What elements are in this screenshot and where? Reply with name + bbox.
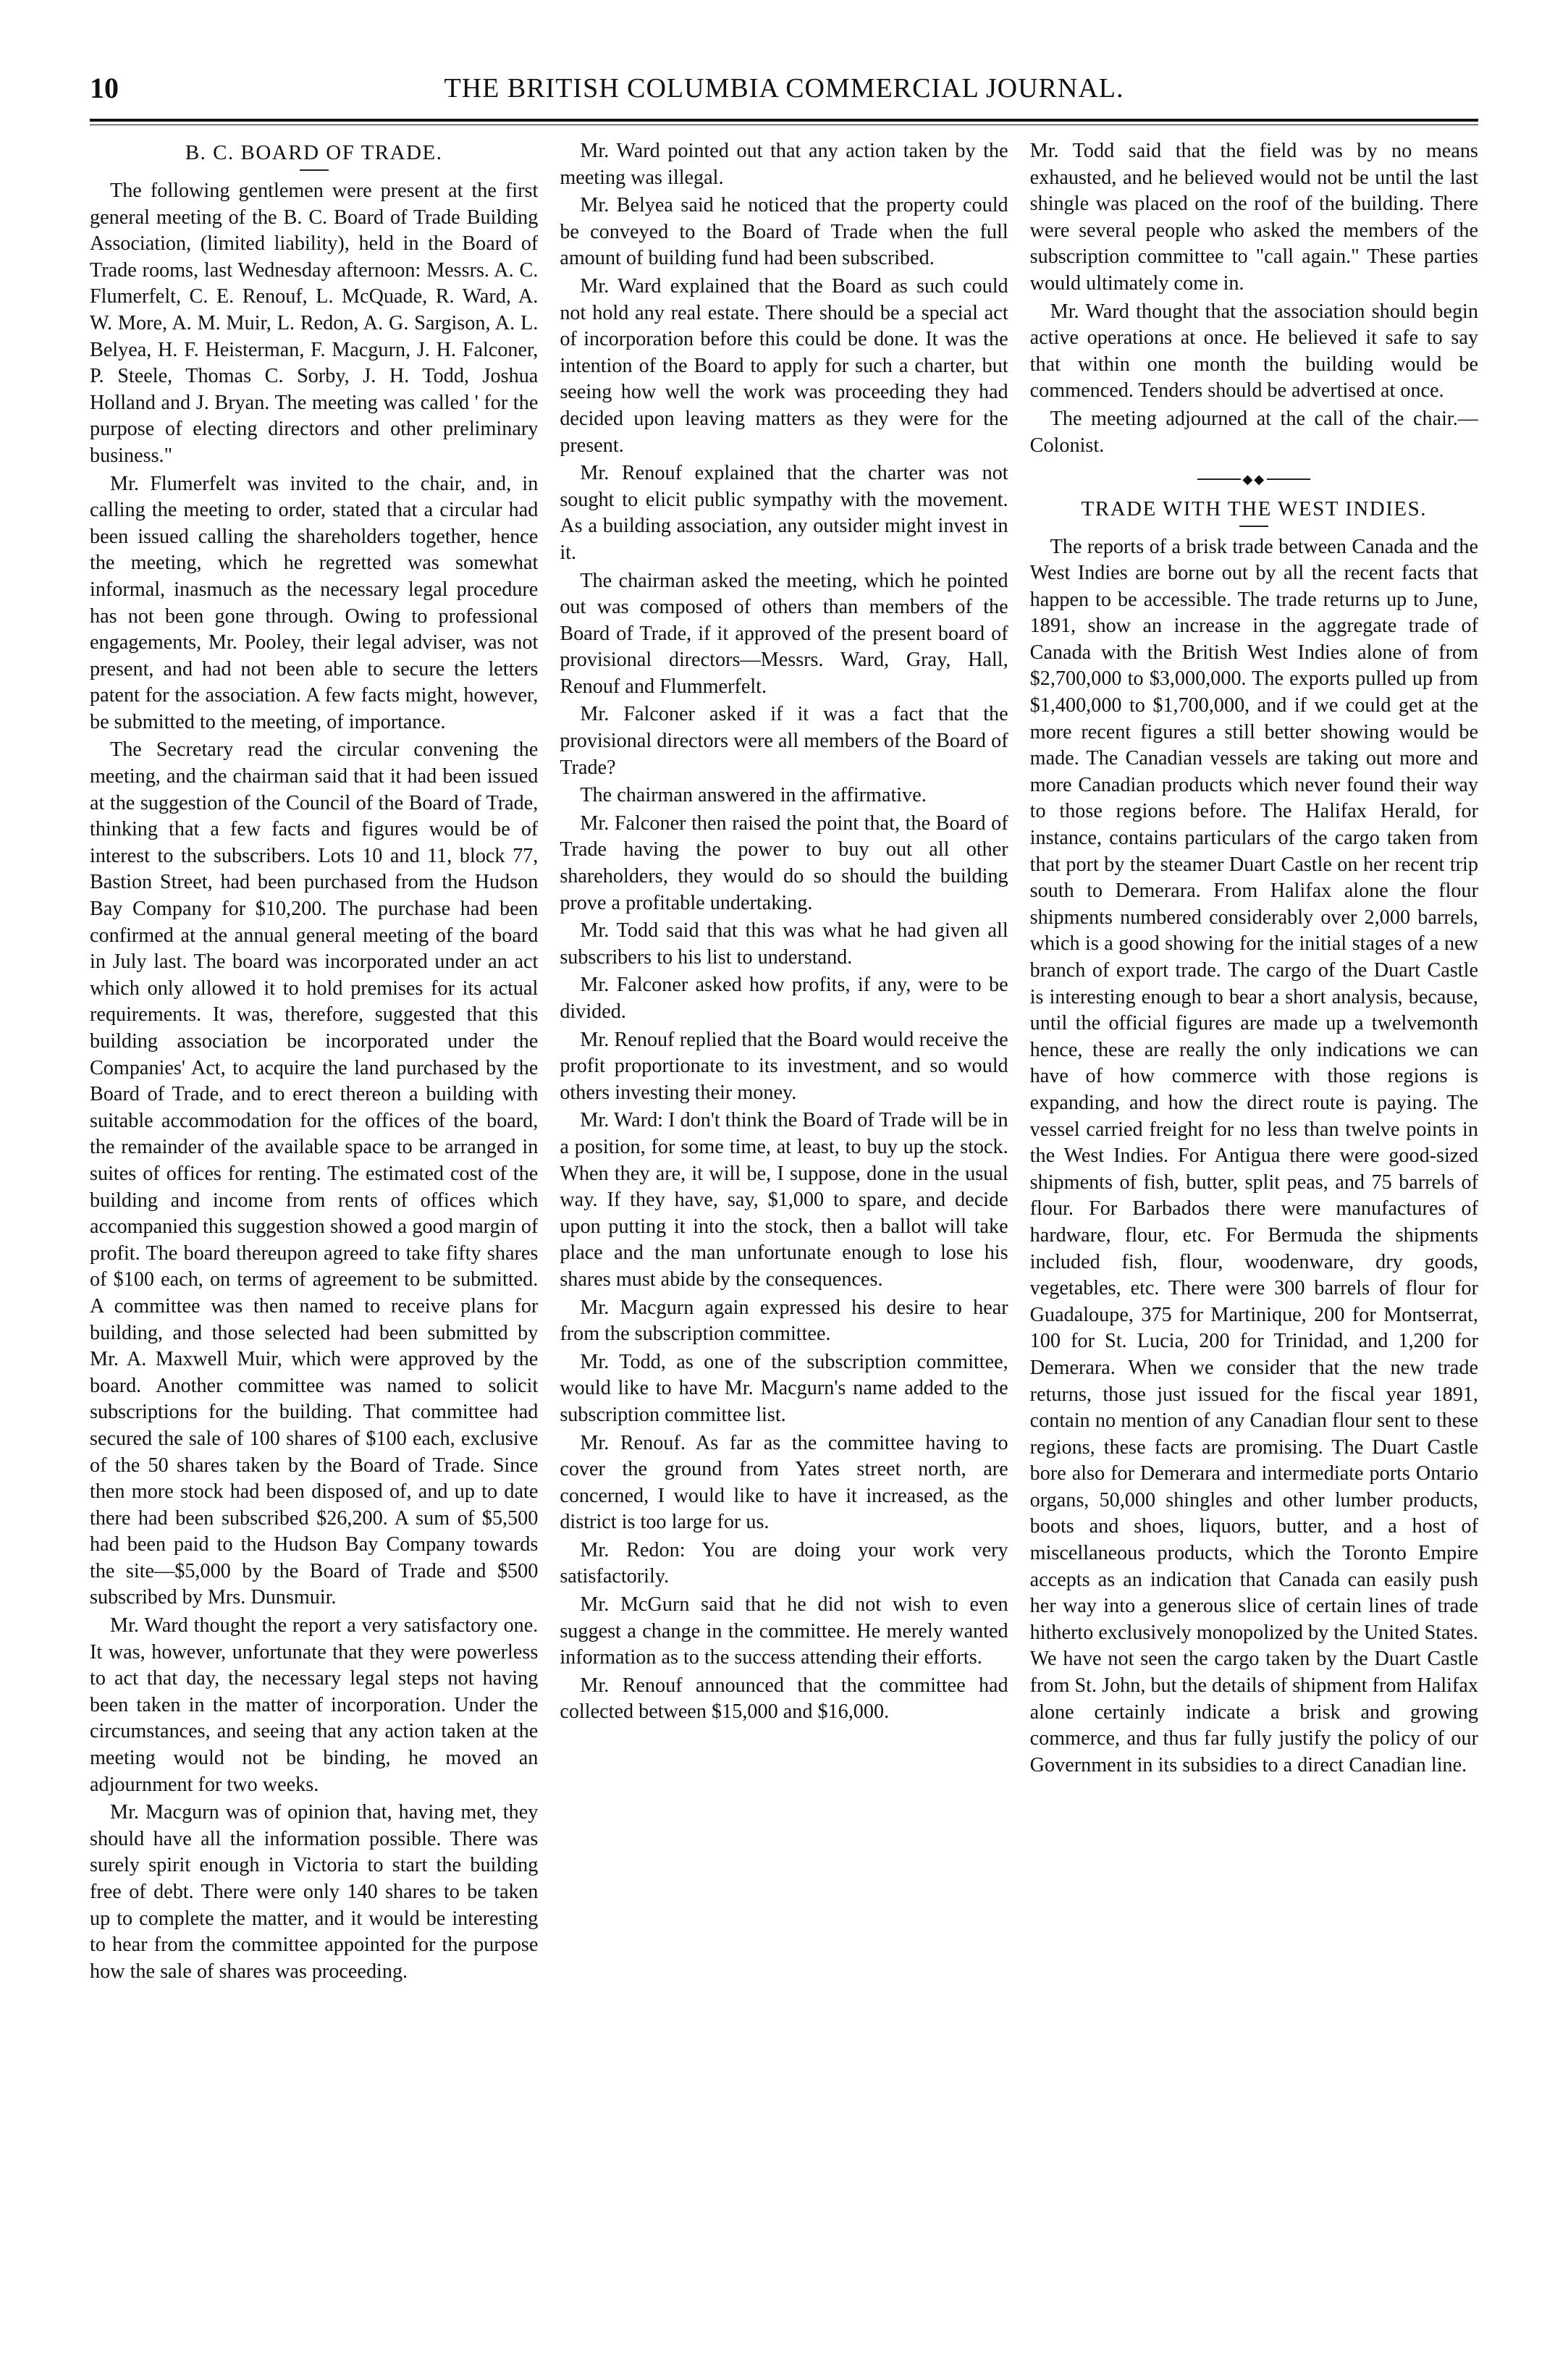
paragraph: Mr. Ward: I don't think the Board of Trade will be in a position, for some time, at least, to buy up the stock. When they are, it will be, I suppose, done in the usual way. If they have, say, $1,000 to spare, and decide upon putting it into the stock, then a ballot will take place and the man unfortunate enough to lose his shares must abide by the consequences. — [560, 1109, 1008, 1291]
article-heading-board-of-trade: B. C. BOARD OF TRADE. — [185, 141, 443, 164]
article-separator: ◆◆ — [1030, 471, 1478, 486]
page-header — [90, 69, 1478, 114]
paragraph: Mr. Renouf replied that the Board would receive the profit proportionate to its investment, and so would others investing their money. — [560, 1028, 1008, 1104]
heading-dash — [1239, 526, 1268, 527]
column-3-content — [1030, 138, 1478, 1779]
heading-dash — [300, 169, 329, 171]
paragraph: Mr. Todd said that the field was by no means exhausted, and he believed would not be until the last shingle was placed on the roof of the building. There were several people who asked the members of the subscription committee to "call again." These parties would ultimately come in. — [1029, 140, 1478, 295]
paragraph: Mr. Macgurn again expressed his desire to hear from the subscription committee. — [560, 1296, 1008, 1346]
column-2 — [560, 138, 1008, 2317]
paragraph: Mr. Renouf announced that the committee had collected between $15,000 and $16,000. — [560, 1674, 1008, 1724]
paragraph: Mr. McGurn said that he did not wish to even suggest a change in the committee. He merely wanted information as to the success attending their efforts. — [560, 1593, 1008, 1669]
paragraph: Mr. Todd, as one of the subscription committee, would like to have Mr. Macgurn's name added to the subscription committee list. — [560, 1350, 1008, 1426]
paragraph: Mr. Redon: You are doing your work very satisfactorily. — [560, 1538, 1008, 1588]
text-columns — [90, 138, 1478, 2317]
paragraph: The chairman answered in the affirmative. — [580, 784, 927, 807]
paragraph: Mr. Renouf explained that the charter was not sought to elicit public sympathy with the movement. As a building association, any outsider might invest in it. — [560, 462, 1008, 564]
paragraph: Mr. Falconer asked how profits, if any, were to be divided. — [560, 974, 1008, 1023]
paragraph: Mr. Ward pointed out that any action taken by the meeting was illegal. — [560, 140, 1008, 189]
paragraph: Mr. Macgurn was of opinion that, having met, they should have all the information possible. There was surely spirit enough in Victoria to start the building free of debt. There were only 140 shares to be taken up to complete the matter, and it would be interesting to hear from the committee appointed for the purpose how the sale of shares was proceeding. — [90, 1801, 539, 1983]
paragraph: The Secretary read the circular convening the meeting, and the chairman said that it had been issued at the suggestion of the Council of the Board of Trade, thinking that a few facts and figures would be of interest to the subscribers. Lots 10 and 11, block 77, Bastion Street, had been purchased from the Hudson Bay Company for $10,200. The purchase had been confirmed at the annual general meeting of the board in July last. The board was incorporated under an act which only allowed it to hold premises for its actual requirements. It was, therefore, suggested that this building association be incorporated under the Companies' Act, to acquire the land purchased by the Board of Trade, and to erect thereon a building with suitable accommodation for the offices of the board, the remainder of the available space to be arranged in suites of offices for renting. The estimated cost of the building and income from rents of offices which accompanied this suggestion showed a good margin of profit. The board thereupon agreed to take fifty shares of $100 each, on terms of agreement to be submitted. A committee was then named to receive plans for building, and those selected had been submitted by Mr. A. Maxwell Muir, which were approved by the board. Another committee was named to solicit subscriptions for the building. That committee had secured the sale of 100 shares of $100 each, exclusive of the 50 shares taken by the Board of Trade. Since then more stock had been disposed of, and up to date there had been subscribed $26,200. A sum of $5,500 had been paid to the Hudson Bay Company towards the site—$5,000 by the Board of Trade and $500 subscribed by Mrs. Dunsmuir. — [90, 738, 539, 1609]
paragraph: Mr. Todd said that this was what he had given all subscribers to his list to understand. — [560, 919, 1008, 969]
column-3 — [1030, 138, 1478, 2317]
column-1 — [90, 138, 538, 2317]
column-2-content — [560, 138, 1008, 1726]
paragraph: Mr. Renouf. As far as the committee having to cover the ground from Yates street north, are concerned, I would like to have it increased, as the district is too large for us. — [560, 1431, 1008, 1534]
paragraph: Mr. Ward thought that the association should begin active operations at once. He believed it safe to say that within one month the building would be commenced. Tenders should be advertised at once. — [1029, 300, 1478, 402]
paragraph: Mr. Falconer asked if it was a fact that the provisional directors were all members of the Board of Trade? — [560, 703, 1008, 779]
paragraph: Mr. Ward thought the report a very satisfactory one. It was, however, unfortunate that they were powerless to act that day, the necessary legal steps not having been taken in the matter of incorporation. Under the circumstances, and seeing that any action taken at the meeting would not be binding, he moved an adjournment for two weeks. — [90, 1614, 539, 1796]
header-rule-thick — [90, 119, 1478, 122]
journal-title: THE BRITISH COLUMBIA COMMERCIAL JOURNAL. — [444, 73, 1124, 104]
paragraph: Mr. Falconer then raised the point that, the Board of Trade having the power to buy out all other shareholders, they would do so should the building prove a profitable undertaking. — [560, 811, 1008, 914]
paragraph: Mr. Ward explained that the Board as such could not hold any real estate. There should be a special act of incorporation before this could be done. It was the intention of the Board to apply for such a charter, but seeing how well the work was proceeding they had decided upon leaving matters as they were for the present. — [560, 274, 1008, 457]
column-1-content — [90, 141, 538, 1985]
article-heading-west-indies: TRADE WITH THE WEST INDIES. — [1081, 497, 1427, 520]
paragraph: The following gentlemen were present at the first general meeting of the B. C. Board of Trade Building Association, (limited liability), held in the Board of Trade rooms, last Wednesday afternoon: Messrs. A. C. Flumerfelt, C. E. Renouf, L. McQuade, R. Ward, A. W. More, A. M. Muir, L. Redon, A. G. Sargison, A. L. Belyea, H. F. Heisterman, F. Macgurn, J. H. Falconer, P. Steele, Thomas C. Sorby, J. H. Todd, Joshua Holland and J. Bryan. The meeting was called ' for the purpose of electing directors and other preliminary business." — [90, 180, 539, 467]
paragraph: Mr. Flumerfelt was invited to the chair, and, in calling the meeting to order, stated that a circular had been issued calling the shareholders together, hence the meeting, which he regretted was somewhat informal, inasmuch as the necessary legal procedure has not been gone through. Owing to professional engagements, Mr. Pooley, their legal adviser, was not present, and had not been able to secure the letters patent for the association. A few facts might, however, be submitted to the meeting, of importance. — [90, 472, 539, 733]
page-number: 10 — [90, 72, 119, 104]
paragraph: The reports of a brisk trade between Canada and the West Indies are borne out by all the recent facts that happen to be accessible. The trade returns up to June, 1891, show an increase in the aggregate trade of Canada with the British West Indies alone of from $2,700,000 to $3,000,000. The exports pulled up from $1,400,000 to $1,700,000, and if we could get at the more recent figures a still better showing would be made. The Canadian vessels are taking out more and more Canadian products which never found their way to those regions before. The Halifax Herald, for instance, contains particulars of the cargo taken from that port by the steamer Duart Castle on her recent trip south to Demerara. From Halifax alone the flour shipments numbered considerably over 2,000 barrels, which is a good showing for the initial stages of a new branch of export trade. The cargo of the Duart Castle is interesting enough to bear a short analysis, because, until the official figures are made up a twelvemonth hence, these are really the only indications we can have of how commerce with those regions is expanding, and how the direct route is paying. The vessel carried freight for no less than twelve points in the West Indies. For Antigua there were good-sized shipments of fish, butter, split peas, and 75 barrels of flour. For Barbados there were manufactures of hardware, flour, etc. For Bermuda the shipments included fish, flour, woodenware, dry goods, vegetables, etc. There were 300 barrels of flour for Guadaloupe, 375 for Martinique, 200 for Montserrat, 100 for St. Lucia, 200 for Trinidad, and 1,200 for Demerara. When we consider that the new trade returns, those just issued for the fiscal year 1891, contain no mention of any Canadian flour sent to these regions, these facts are promising. The Duart Castle bore also for Demerara and intermediate ports Ontario organs, 50,000 shingles and other lumber products, boots and shoes, liquors, butter, and a host of miscellaneous products, which the Toronto Empire accepts as an indication that Canada can easily push her way into a generous slice of certain lines of trade hitherto exclusively monopolized by the United States. We have not seen the cargo taken by the Duart Castle from St. John, but the details of shipment from Halifax alone certainly indicate a brisk and growing commerce, and thus far fully justify the policy of our Government in its subsidies to a direct Canadian line. — [1029, 535, 1478, 1776]
paragraph: The meeting adjourned at the call of the chair.—Colonist. — [1029, 407, 1478, 457]
paragraph: Mr. Belyea said he noticed that the property could be conveyed to the Board of Trade when the full amount of building fund had been subscribed. — [560, 194, 1008, 270]
paragraph: The chairman asked the meeting, which he pointed out was composed of others than members of the Board of Trade, if it approved of the present board of provisional directors—Messrs. Ward, Gray, Hall, Renouf and Flummerfelt. — [560, 569, 1008, 698]
